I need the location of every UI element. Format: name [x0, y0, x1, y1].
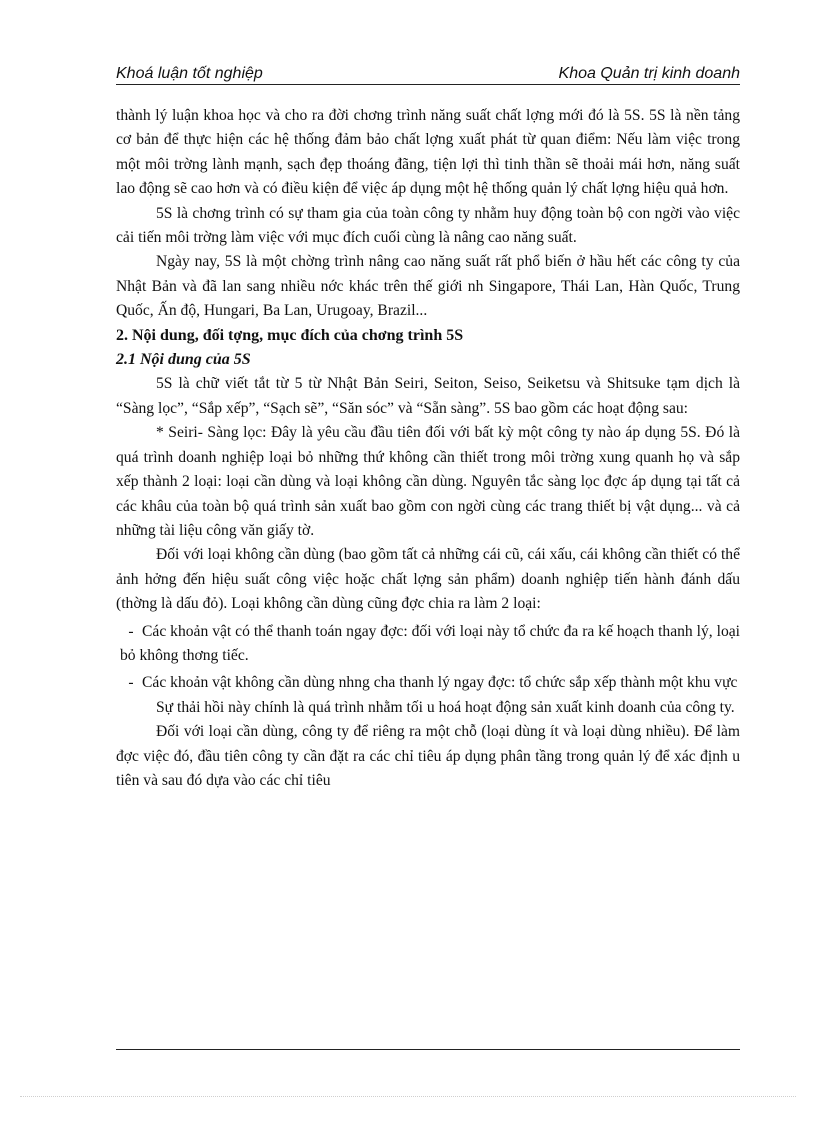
list-item-text: Các khoản vật có thể thanh toán ngay đợc: đối với loại này tổ chức đa ra kế hoạch thanh lý, loại bỏ không thơng tiếc. — [120, 622, 740, 664]
list-item — [116, 671, 740, 695]
paragraph: 5S là chơng trình có sự tham gia của toàn công ty nhằm huy động toàn bộ con ngời vào việc cải tiến môi trờng làm việc với mục đích cuối cùng là nâng cao năng suất. — [116, 204, 740, 247]
paragraph: * Seiri- Sàng lọc: Đây là yêu cầu đầu tiên đối với bất kỳ một công ty nào áp dụng 5S. Đó là quá trình doanh nghiệp loại bỏ những thứ không cần thiết trong môi trờng xung quanh họ và sắp xếp thành 2 loại: loại cần dùng và loại không cần dùng. Nguyên tắc sàng lọc đợc áp dụng tại tất cả các khâu của toàn bộ quá trình sản xuất bao gồm con ngời cùng các trang thiết bị vật dụng... và cả những tài liệu công văn giấy tờ. — [116, 424, 740, 539]
list-item-text: Các khoản vật không cần dùng nhng cha thanh lý ngay đợc: tổ chức sắp xếp thành một khu vực — [142, 674, 738, 692]
header-thesis-title: Khoá luận tốt nghiệp — [116, 65, 263, 82]
section-heading: 2. Nội dung, đối tợng, mục đích của chơng trình 5S — [116, 326, 464, 344]
document-body — [116, 104, 740, 793]
bullet-dash: - — [128, 674, 134, 692]
list-item — [116, 620, 740, 669]
paragraph: Sự thải hồi này chính là quá trình nhằm tối u hoá hoạt động sản xuất kinh doanh của công ty. — [156, 698, 735, 716]
header-faculty-name: Khoa Quản trị kinh doanh — [558, 65, 740, 82]
paragraph: Đối với loại cần dùng, công ty để riêng ra một chỗ (loại dùng ít và loại dùng nhiều). Để làm đợc việc đó, đầu tiên công ty cần đặt ra các chỉ tiêu áp dụng phân tầng trong quản lý để xác định u tiên và sau đó dựa vào các chỉ tiêu — [116, 723, 740, 789]
subsection-heading: 2.1 Nội dung của 5S — [116, 351, 251, 369]
page-edge-dotted-line — [20, 1096, 796, 1097]
paragraph: Ngày nay, 5S là một chờng trình nâng cao năng suất rất phổ biến ở hầu hết các công ty của Nhật Bản và đã lan sang nhiều nớc khác trên thế giới nh Singapore, Thái Lan, Hàn Quốc, Trung Quốc, Ấn độ, Hungari, Ba Lan, Urugoay, Brazil... — [116, 253, 740, 320]
page-header — [116, 64, 740, 85]
paragraph: thành lý luận khoa học và cho ra đời chơng trình năng suất chất lợng mới đó là 5S. 5S là nền tảng cơ bản để thực hiện các hệ thống đảm bảo chất lợng xuất phát từ quan điểm: Nếu làm việc trong một môi trờng lành mạnh, sạch đẹp thoáng đãng, tiện lợi thì tinh thần sẽ thoải mái hơn, năng suất lao động sẽ cao hơn và có điều kiện để việc áp dụng một hệ thống quản lý chất lợng hiệu quả hơn. — [116, 107, 740, 198]
bullet-dash: - — [128, 622, 134, 640]
paragraph: Đối với loại không cần dùng (bao gồm tất cả những cái cũ, cái xấu, cái không cần thiết có thể ảnh hởng đến hiệu suất công việc hoặc chất lợng sản phẩm) doanh nghiệp tiến hành đánh dấu (thờng là dấu đỏ). Loại không cần dùng cũng đợc chia ra làm 2 loại: — [116, 546, 740, 613]
footer-divider — [116, 1049, 740, 1050]
paragraph: 5S là chữ viết tắt từ 5 từ Nhật Bản Seiri, Seiton, Seiso, Seiketsu và Shitsuke tạm dịch là “Sàng lọc”, “Sắp xếp”, “Sạch sẽ”, “Săn sóc” và “Sẵn sàng”. 5S bao gồm các hoạt động sau: — [116, 375, 740, 417]
